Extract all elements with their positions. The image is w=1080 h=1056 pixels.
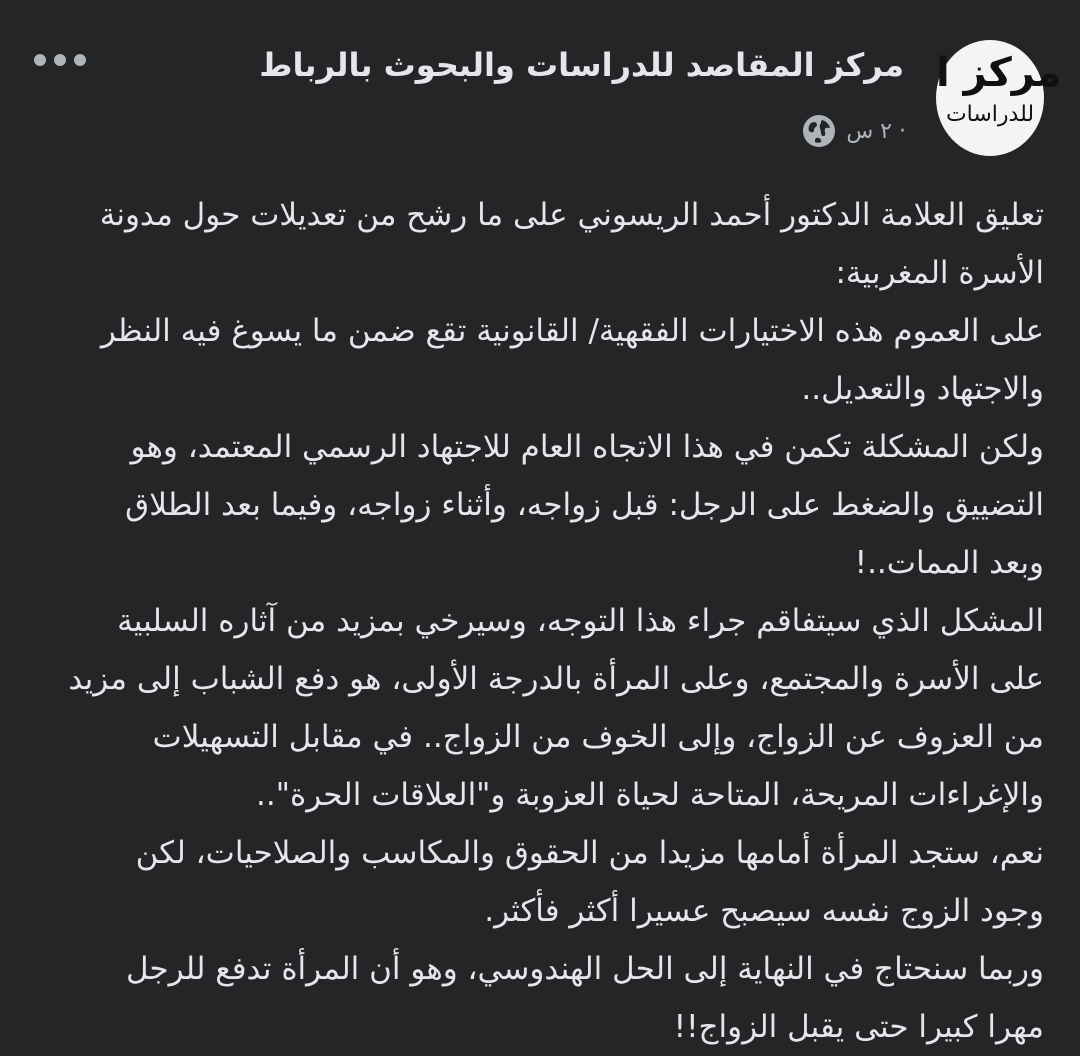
post-text-line: والاجتهاد والتعديل.. (801, 371, 1044, 407)
post-text-line: نعم، ستجد المرأة أمامها مزيدا من الحقوق والمكاسب والصلاحيات، لكن (135, 835, 1044, 871)
page-avatar[interactable] (936, 40, 1062, 156)
post-text-line: على العموم هذه الاختيارات الفقهية/ القانونية تقع ضمن ما يسوغ فيه النظر (100, 313, 1044, 349)
more-options-icon-dot (54, 54, 66, 66)
avatar-logo-text-line2: للدراسات (945, 102, 1035, 127)
post-timestamp[interactable]: ٢ س · (846, 118, 906, 144)
post-text-line: وجود الزوج نفسه سيصبح عسيرا أكثر فأكثر. (484, 893, 1044, 929)
page-name-link[interactable]: مركز المقاصد للدراسات والبحوث بالرباط (259, 46, 904, 84)
more-options-button[interactable] (30, 48, 90, 72)
post-text-line: الأسرة المغربية: (835, 255, 1044, 291)
post-meta (802, 114, 906, 148)
post-text-line: على الأسرة والمجتمع، وعلى المرأة بالدرجة الأولى، هو دفع الشباب إلى مزيد (68, 661, 1044, 697)
post-text-line: من العزوف عن الزواج، وإلى الخوف من الزواج.. في مقابل التسهيلات (152, 719, 1044, 755)
post-text-line: تعليق العلامة الدكتور أحمد الريسوني على ما رشح من تعديلات حول مدونة (99, 197, 1044, 233)
post-text-line: والإغراءات المريحة، المتاحة لحياة العزوبة و"العلاقات الحرة".. (255, 777, 1044, 813)
post-text-line: ولكن المشكلة تكمن في هذا الاتجاه العام للاجتهاد الرسمي المعتمد، وهو (130, 429, 1044, 465)
post-text-line: وبعد الممات..! (854, 545, 1044, 581)
avatar-logo-text-line1: مركز ا (936, 50, 1062, 96)
more-options-icon-dot (74, 54, 86, 66)
post-text-line: مهرا كبيرا حتى يقبل الزواج!! (673, 1009, 1044, 1045)
post-text-line: المشكل الذي سيتفاقم جراء هذا التوجه، وسيرخي بمزيد من آثاره السلبية (117, 603, 1044, 639)
more-options-icon (34, 54, 46, 66)
post-text-line: التضييق والضغط على الرجل: قبل زواجه، وأثناء زواجه، وفيما بعد الطلاق (125, 487, 1044, 523)
globe-icon (802, 114, 836, 148)
post-text-line: وربما سنحتاج في النهاية إلى الحل الهندوسي، وهو أن المرأة تدفع للرجل (125, 951, 1044, 987)
post-text (34, 186, 1044, 1056)
